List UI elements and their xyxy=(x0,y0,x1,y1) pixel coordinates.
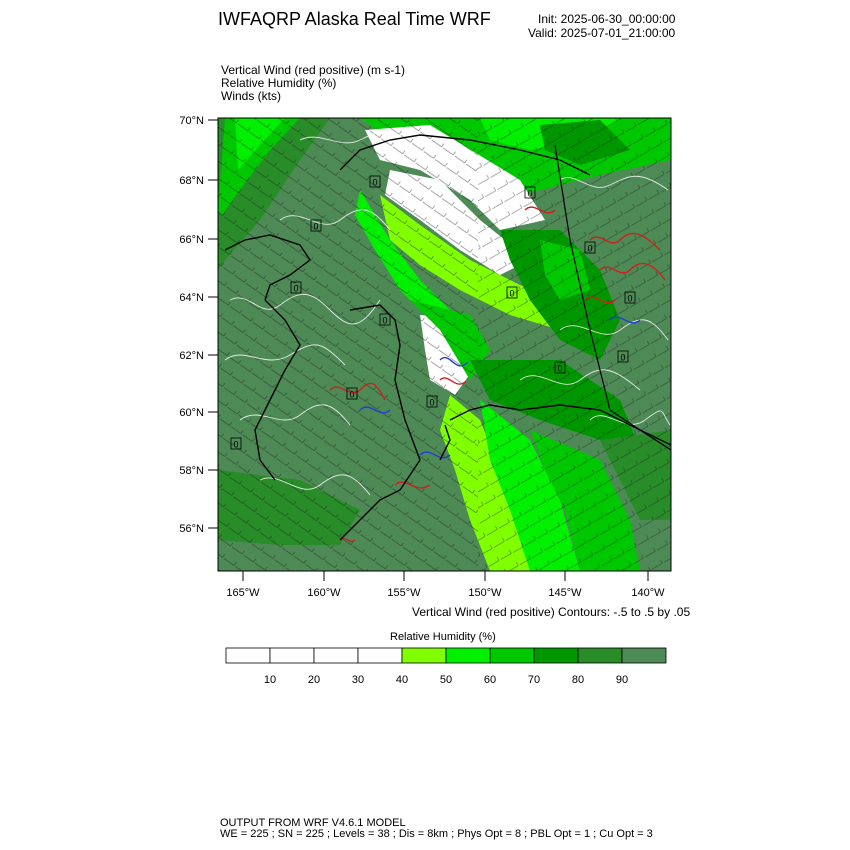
lon-label-145: 145°W xyxy=(548,587,582,599)
contour-zero-label: 0 xyxy=(429,397,435,408)
lat-label-60: 60°N xyxy=(179,407,204,419)
wind-barbs xyxy=(218,118,671,571)
legend-swatch xyxy=(578,648,622,663)
lon-label-160: 160°W xyxy=(307,587,341,599)
lat-label-66: 66°N xyxy=(179,234,204,246)
plot-title: IWFAQRP Alaska Real Time WRF xyxy=(218,9,491,29)
contour-zero-label: 0 xyxy=(372,177,378,188)
legend-label: 40 xyxy=(395,674,409,686)
variable-label-vertical-wind: Vertical Wind (red positive) (m s-1) xyxy=(221,63,406,77)
legend-swatch xyxy=(534,648,578,663)
contour-zero-label: 0 xyxy=(620,352,626,363)
legend-title: Relative Humidity (%) xyxy=(390,631,496,643)
legend-label: 70 xyxy=(527,674,541,686)
humidity-legend-labels xyxy=(264,674,628,686)
legend-swatch xyxy=(314,648,358,663)
legend-swatch xyxy=(446,648,490,663)
contour-zero-label: 0 xyxy=(627,293,633,304)
lat-label-64: 64°N xyxy=(179,292,204,304)
init-time: Init: 2025-06-30_00:00:00 xyxy=(538,12,676,26)
lon-label-165: 165°W xyxy=(226,587,260,599)
contour-zero-label: 0 xyxy=(349,389,355,400)
legend-label: 20 xyxy=(307,674,321,686)
lat-label-56: 56°N xyxy=(179,523,204,535)
variable-label-winds: Winds (kts) xyxy=(221,89,281,103)
lat-label-70: 70°N xyxy=(179,115,204,127)
variable-label-relative-humidity: Relative Humidity (%) xyxy=(221,76,337,90)
contour-zero-label: 0 xyxy=(587,243,593,254)
legend-label: 80 xyxy=(571,674,585,686)
contour-zero-label: 0 xyxy=(557,363,563,374)
model-info-line1: OUTPUT FROM WRF V4.6.1 MODEL xyxy=(220,817,406,829)
valid-time: Valid: 2025-07-01_21:00:00 xyxy=(528,26,676,40)
legend-label: 60 xyxy=(483,674,497,686)
lon-label-150: 150°W xyxy=(468,587,502,599)
lon-label-140: 140°W xyxy=(631,587,665,599)
lat-label-58: 58°N xyxy=(179,465,204,477)
legend-swatch xyxy=(490,648,534,663)
legend-swatch xyxy=(622,648,666,663)
legend-swatch xyxy=(226,648,270,663)
model-info-line2: WE = 225 ; SN = 225 ; Levels = 38 ; Dis = 8km ; Phys Opt = 8 ; PBL Opt = 1 ; Cu Opt = 3 xyxy=(220,828,653,840)
contour-zero-label: 0 xyxy=(527,188,533,199)
lat-label-62: 62°N xyxy=(179,350,204,362)
lat-axis xyxy=(179,115,218,535)
legend-label: 30 xyxy=(351,674,365,686)
humidity-legend-bar xyxy=(226,648,666,663)
legend-swatch xyxy=(358,648,402,663)
lon-label-155: 155°W xyxy=(387,587,421,599)
legend-swatch xyxy=(402,648,446,663)
contour-note: Vertical Wind (red positive) Contours: -.5 to .5 by .05 xyxy=(412,605,691,619)
legend-label: 10 xyxy=(263,674,277,686)
lon-axis xyxy=(226,571,665,599)
contour-zero-label: 0 xyxy=(313,221,319,232)
legend-label: 50 xyxy=(439,674,453,686)
lat-label-68: 68°N xyxy=(179,175,204,187)
legend-swatch xyxy=(270,648,314,663)
contour-zero-label: 0 xyxy=(382,315,388,326)
contour-zero-label: 0 xyxy=(293,283,299,294)
contour-zero-label: 0 xyxy=(509,288,515,299)
legend-label: 90 xyxy=(615,674,629,686)
contour-zero-label: 0 xyxy=(233,439,239,450)
